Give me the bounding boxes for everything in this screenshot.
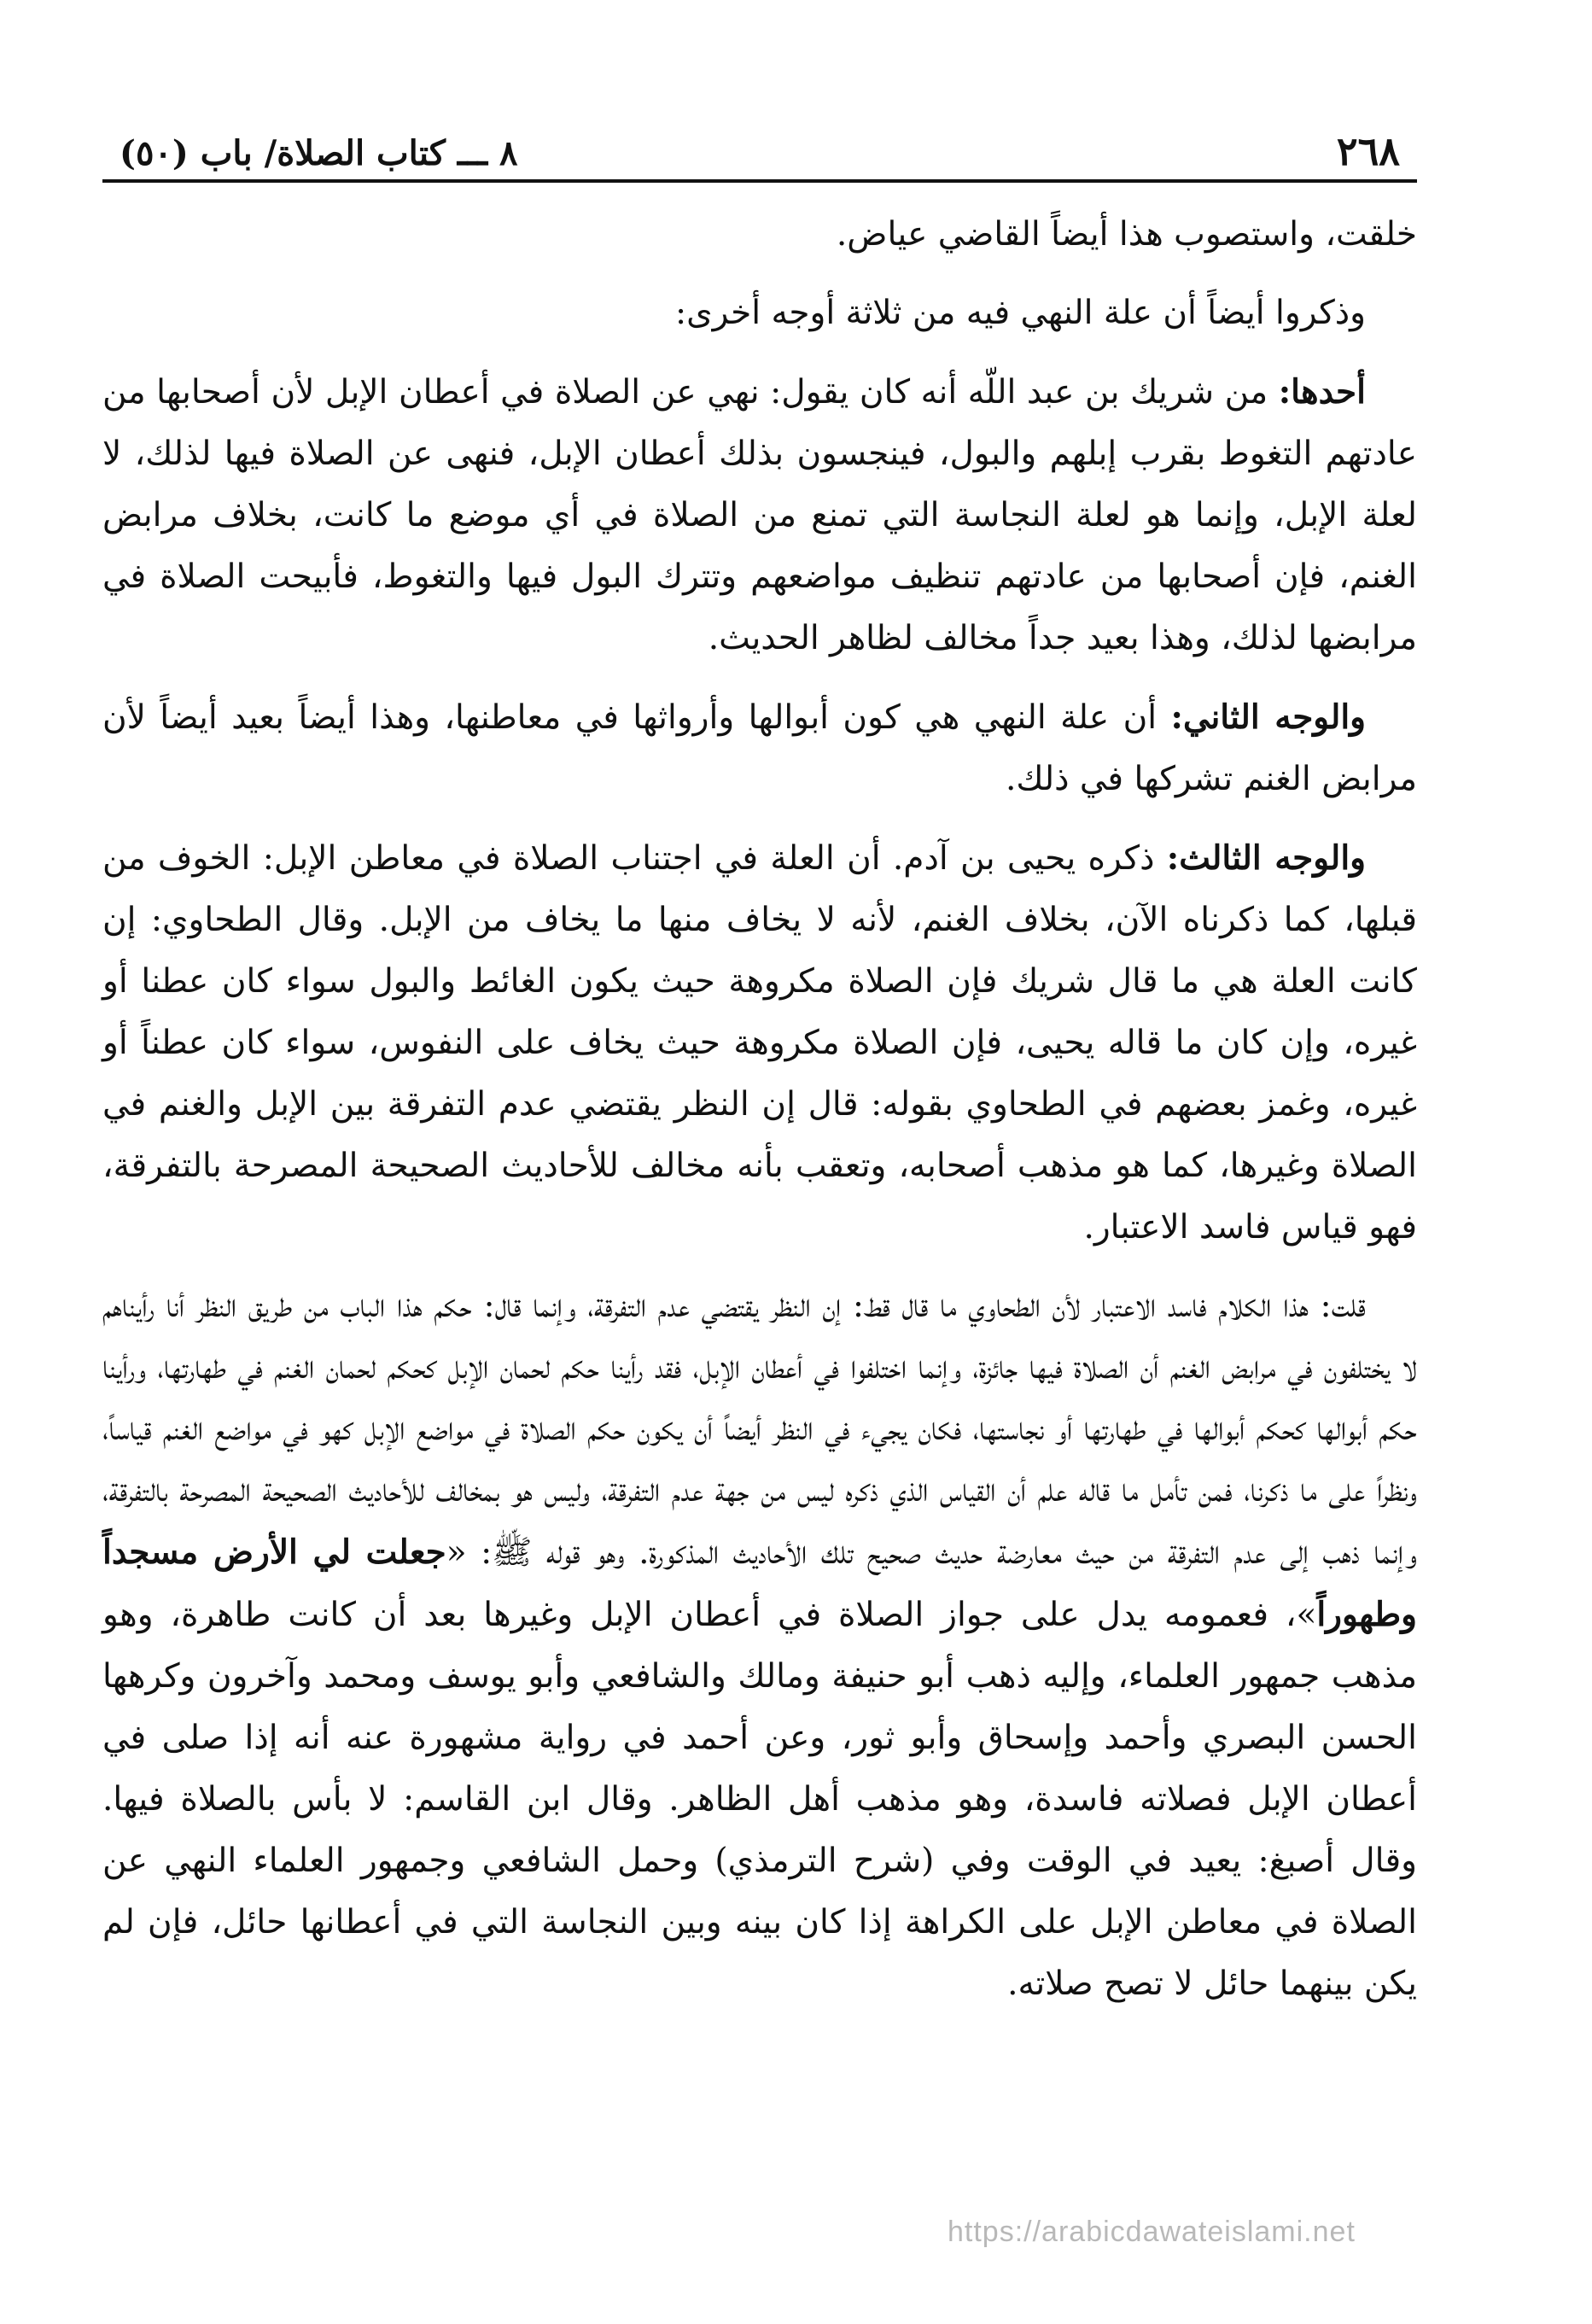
page-number: ٢٦٨ [1336, 128, 1400, 174]
paragraph-text: قلت: هذا الكلام فاسد الاعتبار لأن الطحاوي ما قال قط: إن النظر يقتضي عدم التفرقة، وإنما قال: حكم هذا الباب من طريق النظر أنا رأيناهم لا يختلفون في مرابض الغنم أن الصلاة فيها جائزة، وإنما اختلفوا في أعطان الإبل، فقد رأينا حكم لحمان الإبل كحكم لحمان الغنم في طهارتها، ورأينا حكم أبوالها كحكم أبوالها في طهارتها أو نجاستها، فكان يجيء في النظر أيضاً أن يكون حكم الصلاة في مواضع الإبل كهو في مواضع الغنم قياساً، ونظراً على ما ذكرنا، فمن تأمل ما قاله علم أن القياس الذي ذكره ليس من جهة عدم التفرقة، وليس هو بمخالف للأحاديث الصحيحة المصرحة بالتفرقة، وإنما ذهب إلى عدم التفرقة من حيث معارضة حديث صحيح تلك الأحاديث المذكورة. وهو قوله ﷺ: « [102, 1287, 1417, 1572]
page-header [102, 102, 1417, 179]
paragraph [102, 827, 1417, 1258]
paragraph-text: وذكروا أيضاً أن علة النهي فيه من ثلاثة أوجه أخرى: [674, 294, 1366, 332]
paragraph [102, 686, 1417, 810]
paragraph [102, 283, 1417, 344]
paragraph [102, 361, 1417, 669]
paragraph-text: خلقت، واستصوب هذا أيضاً القاضي عياض. [836, 215, 1417, 254]
book-page [102, 102, 1417, 2288]
page-body [102, 204, 1417, 2015]
paragraph-text: »، فعمومه يدل على جواز الصلاة في أعطان الإبل وغيرها بعد أن كانت طاهرة، وهو مذهب جمهور العلماء، وإليه ذهب أبو حنيفة ومالك والشافعي وأبو يوسف ومحمد وآخرون وكرهها الحسن البصري وأحمد وإسحاق وأبو ثور، وعن أحمد في رواية مشهورة عنه أنه إذا صلى في أعطان الإبل فصلاته فاسدة، وهو مذهب أهل الظاهر. وقال ابن القاسم: لا بأس بالصلاة فيها. وقال أصبغ: يعيد في الوقت وفي (شرح الترمذي) وحمل الشافعي وجمهور العلماء النهي عن الصلاة في معاطن الإبل على الكراهة إذا كان بينه وبين النجاسة التي في أعطانها حائل، فإن لم يكن بينهما حائل لا تصح صلاته. [102, 1596, 1417, 2003]
paragraph-text: أن علة النهي هي كون أبوالها وأرواثها في معاطنها، وهذا أيضاً بعيد أيضاً لأن مرابض الغنم تشركها في ذلك. [102, 698, 1417, 798]
paragraph-text: ذكره يحيى بن آدم. أن العلة في اجتناب الصلاة في معاطن الإبل: الخوف من قبلها، كما ذكرناه الآن، بخلاف الغنم، لأنه لا يخاف منها ما يخاف من الإبل. وقال الطحاوي: إن كانت العلة هي ما قال شريك فإن الصلاة مكروهة حيث يكون الغائط والبول سواء كان عطنا أو غيره، وإن كان ما قاله يحيى، فإن الصلاة مكروهة حيث يخاف على النفوس، سواء كان عطناً أو غيره، وغمز بعضهم في الطحاوي بقوله: قال إن النظر يقتضي عدم التفرقة بين الإبل والغنم في الصلاة وغيرها، كما هو مذهب أصحابه، وتعقب بأنه مخالف للأحاديث الصحيحة المصرحة بالتفرقة، فهو قياس فاسد الاعتبار. [102, 839, 1417, 1247]
paragraph [102, 204, 1417, 266]
paragraph [102, 1276, 1417, 2015]
watermark-url: https://arabicdawateislami.net [948, 2216, 1356, 2248]
paragraph-lead: والوجه الثالث: [1166, 838, 1366, 878]
header-rule [102, 179, 1417, 183]
paragraph-lead: أحدها: [1278, 372, 1366, 412]
paragraph-lead: والوجه الثاني: [1170, 698, 1366, 737]
hadith-quote: جعلت لي الأرض مسجداً وطهوراً [102, 1533, 1418, 1634]
paragraph-text: من شريك بن عبد اللّه أنه كان يقول: نهي عن الصلاة في أعطان الإبل لأن أصحابها من عادتهم التغوط بقرب إبلهم والبول، فينجسون بذلك أعطان الإبل، فنهى عن الصلاة فيها لذلك، لا لعلة الإبل، وإنما هو لعلة النجاسة التي تمنع من الصلاة في أي موضع ما كانت، بخلاف مرابض الغنم، فإن أصحابها من عادتهم تنظيف مواضعهم وتترك البول فيها والتغوط، فأبيحت الصلاة في مرابضها لذلك، وهذا بعيد جداً مخالف لظاهر الحديث. [102, 373, 1418, 657]
running-head: ٨ ـــ كتاب الصلاة/ باب (٥٠) [120, 133, 518, 173]
